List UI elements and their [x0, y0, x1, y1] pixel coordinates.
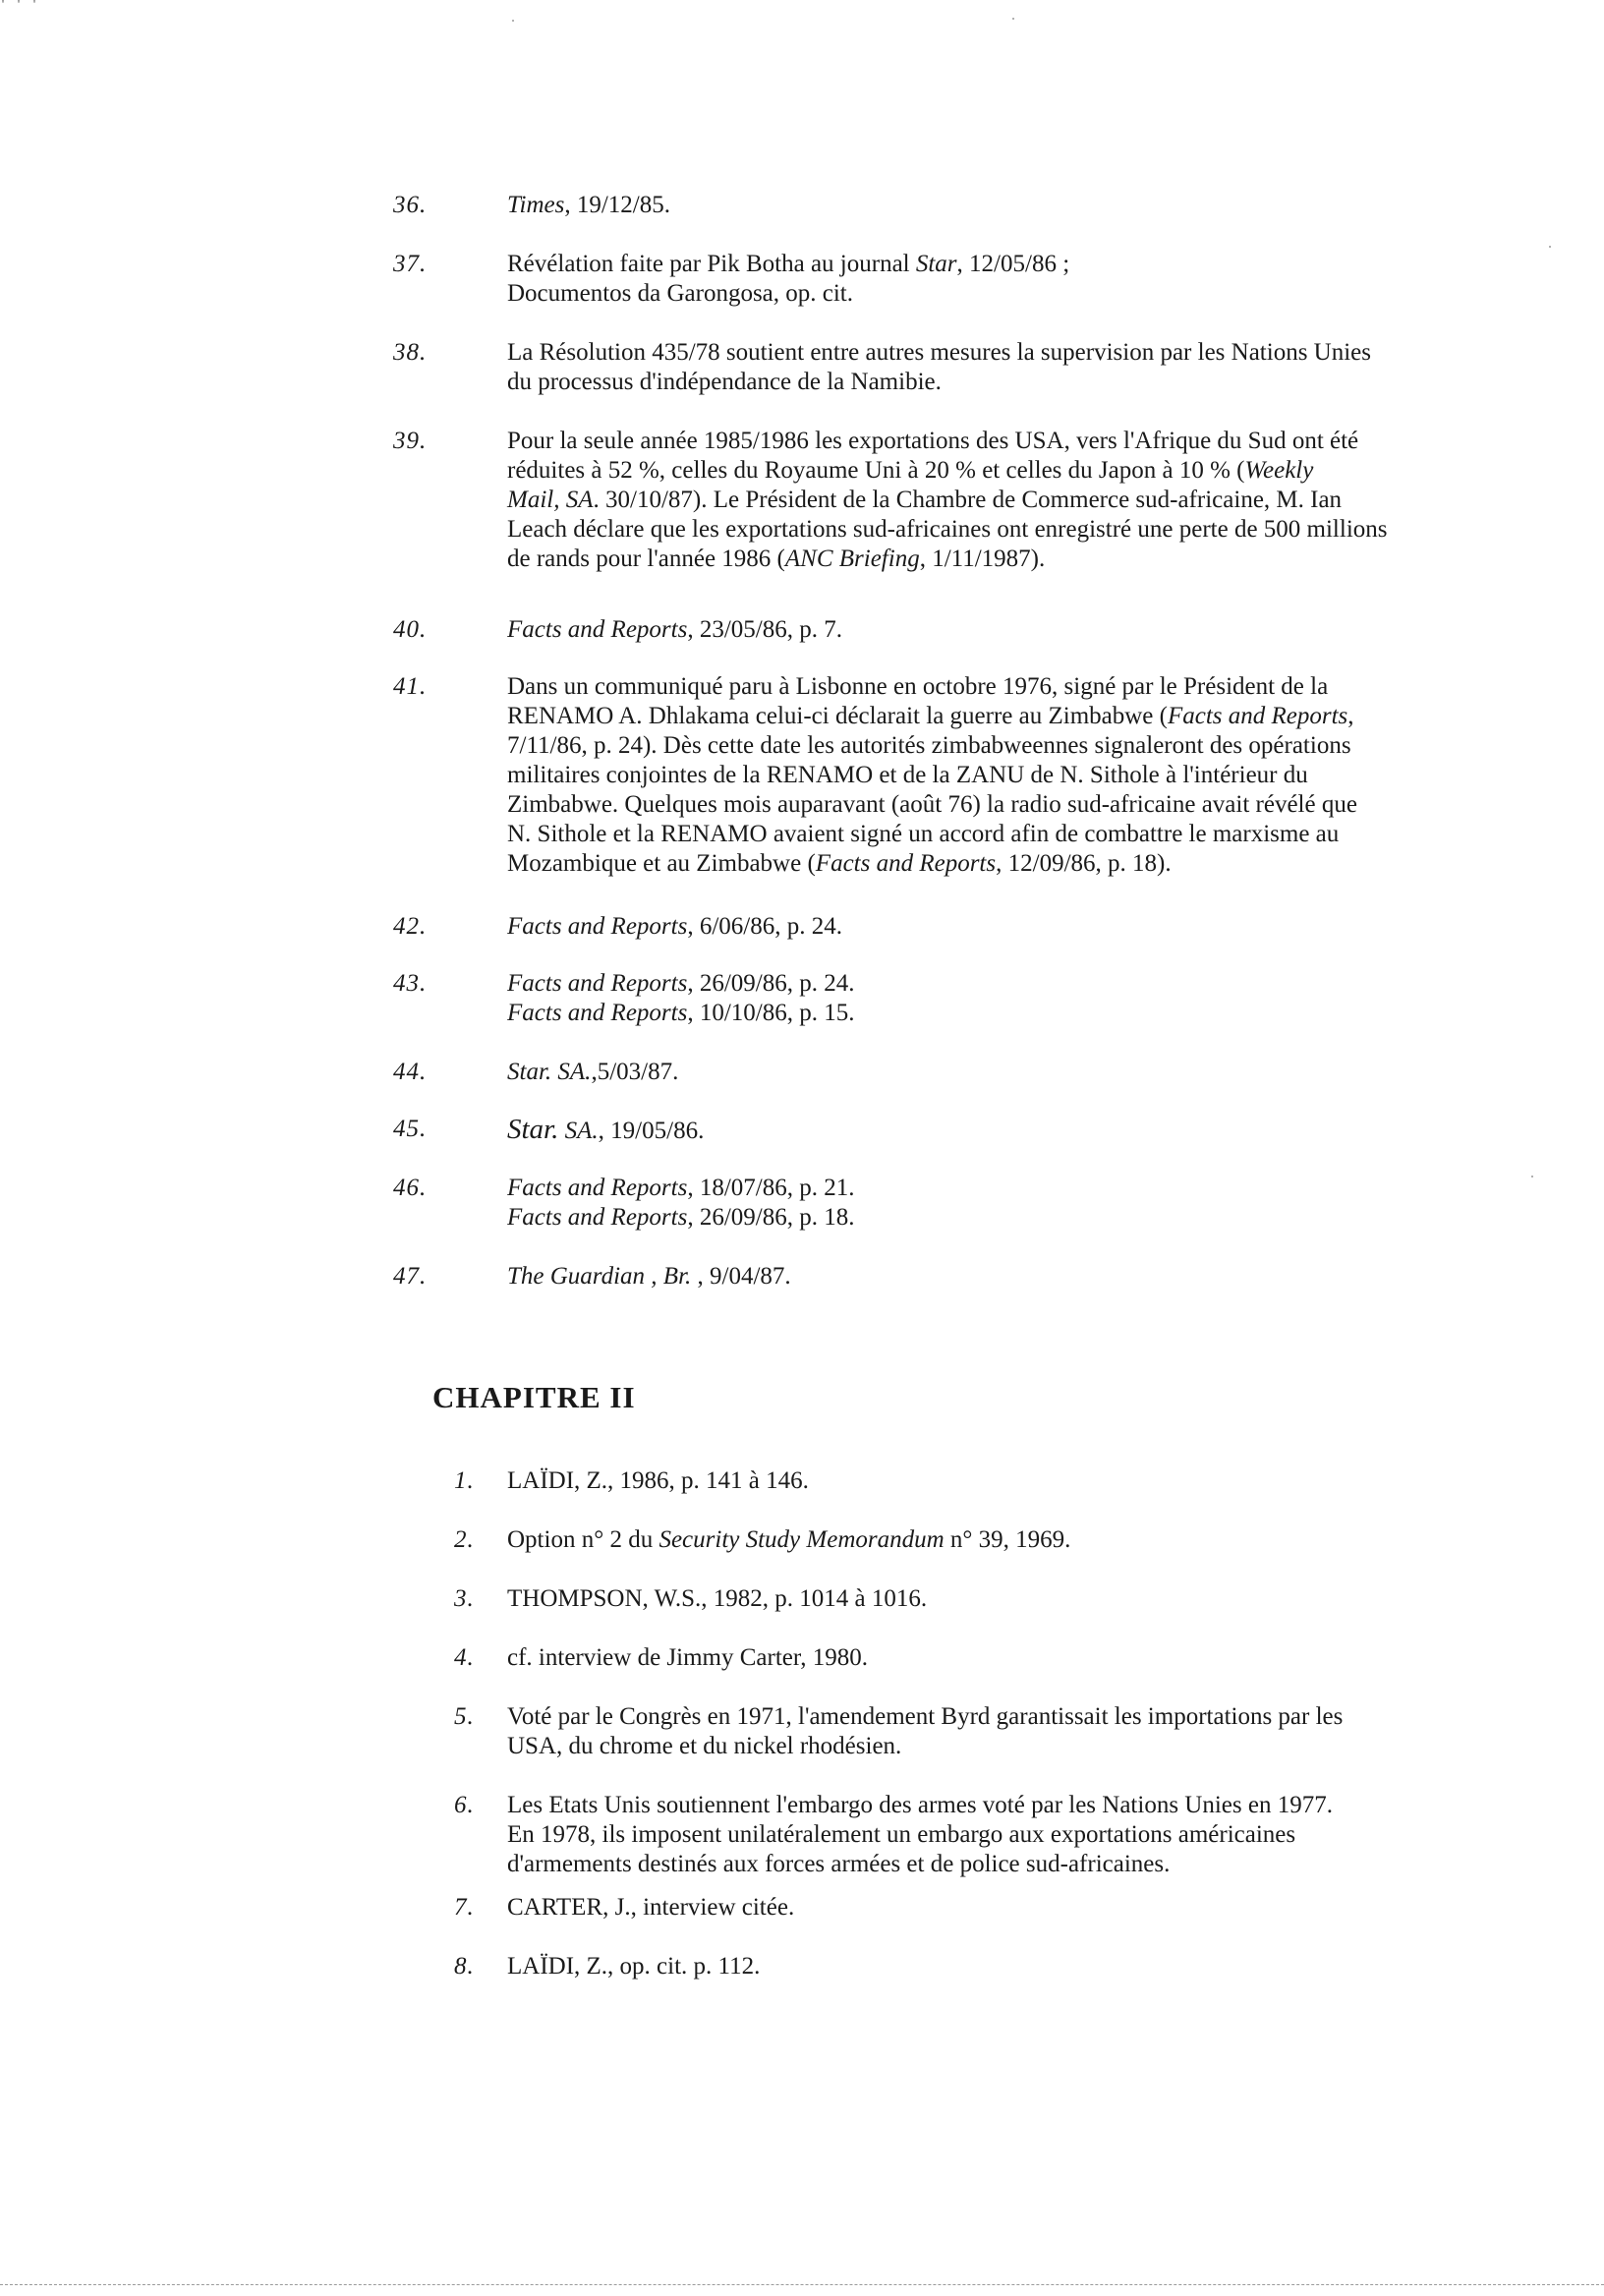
endnote-text: Les Etats Unis soutiennent l'embargo des armes voté par les Nations Unies en 1977. En 1978, ils imposent unilatéralement un embargo aux exportations américaines d'armements destinés aux forces armées et de police sud-africaines.	[507, 1792, 1333, 1877]
endnote-37	[393, 250, 1494, 338]
endnote-number: 5.	[454, 1703, 475, 1730]
endnote-text: Voté par le Congrès en 1971, l'amendement Byrd garantissait les importations par les USA, du chrome et du nickel rhodésien.	[507, 1703, 1344, 1759]
endnote-number: 2.	[454, 1526, 475, 1553]
endnote-number: 46.	[393, 1175, 428, 1201]
endnote-text: Option n° 2 du Security Study Memorandum n° 39, 1969.	[507, 1526, 1071, 1553]
endnote-38	[393, 338, 1494, 427]
endnote-ch2-5	[432, 1702, 1494, 1791]
endnote-number: 43.	[393, 970, 428, 997]
endnote-number: 41.	[393, 673, 428, 700]
endnote-47	[393, 1262, 1494, 1350]
endnote-46	[393, 1174, 1494, 1262]
endnote-number: 3.	[454, 1585, 475, 1612]
endnote-text: Révélation faite par Pik Botha au journal Star, 12/05/86 ; Documentos da Garongosa, op. cit.	[507, 251, 1070, 307]
endnote-text: Star. SA.,5/03/87.	[507, 1059, 679, 1085]
endnote-number: 39.	[393, 428, 428, 454]
endnote-text: Times, 19/12/85.	[507, 192, 671, 218]
endnote-text: LAÏDI, Z., op. cit. p. 112.	[507, 1953, 761, 1980]
endnote-41	[393, 672, 1494, 877]
endnote-text: cf. interview de Jimmy Carter, 1980.	[507, 1644, 868, 1671]
endnote-text: Pour la seule année 1985/1986 les exportations des USA, vers l'Afrique du Sud ont été réduites à 52 %, celles du Royaume Uni à 20 % et celles du Japon à 10 % (Weekly Mail, SA. 30/10/87). Le Président de la Chambre de Commerce sud-africaine, M. Ian Leach déclare que les exportations sud-africaines ont enregistré une perte de 500 millions de rands pour l'année 1986 (ANC Briefing, 1/11/1987).	[507, 428, 1388, 572]
endnote-text: CARTER, J., interview citée.	[507, 1894, 795, 1921]
endnote-number: 47.	[393, 1263, 428, 1290]
endnote-number: 4.	[454, 1644, 475, 1671]
endnote-ch2-8	[432, 1952, 1494, 2040]
endnote-text: The Guardian , Br. , 9/04/87.	[507, 1263, 791, 1290]
endnote-number: 44.	[393, 1059, 428, 1085]
endnote-number: 42.	[393, 913, 428, 940]
endnote-text: Facts and Reports, 18/07/86, p. 21. Facts and Reports, 26/09/86, p. 18.	[507, 1175, 855, 1231]
endnote-number: 1.	[454, 1467, 475, 1494]
endnote-number: 7.	[454, 1894, 475, 1921]
endnote-text: Facts and Reports, 6/06/86, p. 24.	[507, 913, 842, 940]
endnote-text: Dans un communiqué paru à Lisbonne en octobre 1976, signé par le Président de la RENAMO A. Dhlakama celui-ci déclarait la guerre au Zimbabwe (Facts and Reports, 7/11/86, p. 24). Dès cette date les autorités zimbabweennes signaleront des opérations militaires conjointes de la RENAMO et de la ZANU de N. Sithole à l'intérieur du Zimbabwe. Quelques mois auparavant (août 76) la radio sud-africaine avait révélé que N. Sithole et la RENAMO avaient signé un accord afin de combattre le marxisme au Mozambique et au Zimbabwe (Facts and Reports, 12/09/86, p. 18).	[507, 673, 1357, 877]
endnote-number: 6.	[454, 1792, 475, 1818]
endnote-text: Facts and Reports, 26/09/86, p. 24. Facts and Reports, 10/10/86, p. 15.	[507, 970, 855, 1026]
endnote-number: 36.	[393, 192, 428, 218]
endnote-43	[393, 969, 1494, 1058]
endnote-ch2-6	[432, 1791, 1494, 1879]
chapter-heading: CHAPITRE II	[432, 1380, 636, 1414]
endnote-number: 38.	[393, 339, 428, 366]
endnote-number: 37.	[393, 251, 428, 277]
endnote-number: 40.	[393, 616, 428, 643]
scan-bottom-edge	[0, 2284, 1604, 2285]
scan-corner-mark: ' ' '	[0, 0, 40, 11]
endnote-text: THOMPSON, W.S., 1982, p. 1014 à 1016.	[507, 1585, 928, 1612]
endnote-text: LAÏDI, Z., 1986, p. 141 à 146.	[507, 1467, 809, 1494]
endnote-39	[393, 427, 1494, 572]
endnote-text: Facts and Reports, 23/05/86, p. 7.	[507, 616, 842, 643]
endnote-text: Star. SA., 19/05/86.	[507, 1114, 705, 1145]
endnote-number: 45.	[393, 1116, 428, 1142]
endnote-text: La Résolution 435/78 soutient entre autres mesures la supervision par les Nations Unies du processus d'indépendance de la Namibie.	[507, 339, 1371, 395]
endnote-number: 8.	[454, 1953, 475, 1980]
